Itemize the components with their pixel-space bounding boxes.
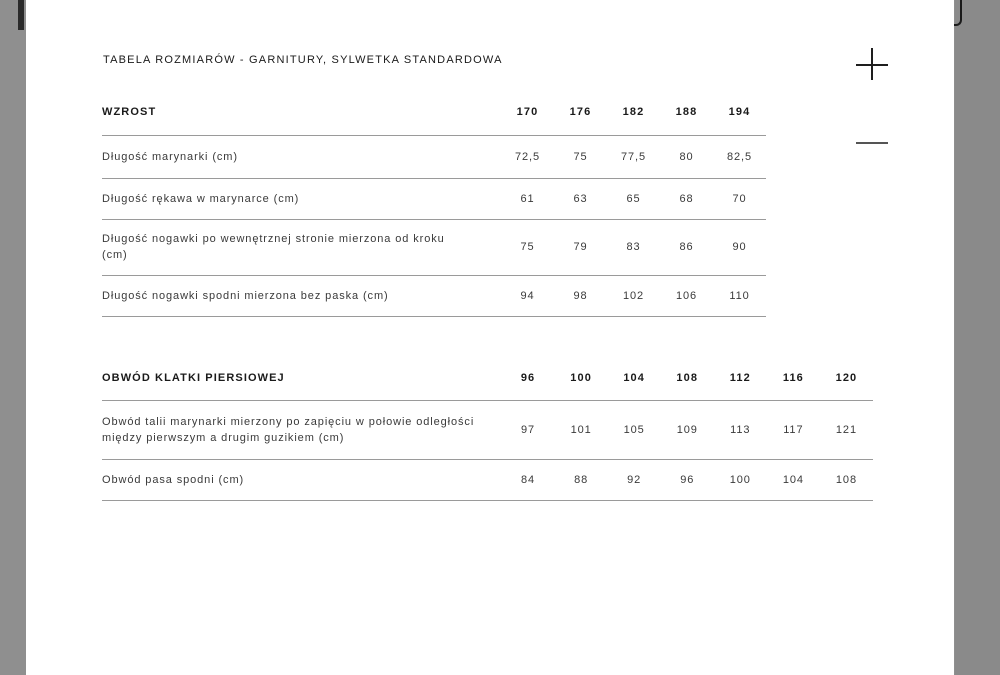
row-label: Długość rękawa w marynarce (cm) xyxy=(102,178,501,219)
table-row xyxy=(102,275,766,316)
table-cell: 80 xyxy=(660,135,713,178)
table-cell: 110 xyxy=(713,275,766,316)
table-cell: 83 xyxy=(607,219,660,275)
backdrop-left-mark xyxy=(18,0,24,30)
backdrop-right-edge xyxy=(955,0,1000,675)
table-cell: 104 xyxy=(767,459,820,500)
plus-icon[interactable] xyxy=(856,48,890,82)
row-label-line: między pierwszym a drugim guzikiem (cm) xyxy=(102,431,345,444)
row-label xyxy=(102,219,501,275)
row-label: Obwód pasa spodni (cm) xyxy=(102,459,502,500)
header-cell: 176 xyxy=(554,90,607,135)
table-cell: 94 xyxy=(501,275,554,316)
table-header-row xyxy=(102,357,873,400)
row-label xyxy=(102,400,502,459)
table-cell: 77,5 xyxy=(607,135,660,178)
table-cell: 61 xyxy=(501,178,554,219)
table-cell: 117 xyxy=(767,400,820,459)
table-cell: 105 xyxy=(608,400,661,459)
table-cell: 100 xyxy=(714,459,767,500)
table-cell: 92 xyxy=(608,459,661,500)
table-cell: 106 xyxy=(660,275,713,316)
table-cell: 97 xyxy=(502,400,555,459)
table-row xyxy=(102,400,873,459)
header-cell: 100 xyxy=(555,357,608,400)
table-cell: 65 xyxy=(607,178,660,219)
header-cell: 108 xyxy=(661,357,714,400)
table-cell: 68 xyxy=(660,178,713,219)
table-cell: 70 xyxy=(713,178,766,219)
table-row xyxy=(102,135,766,178)
table-cell: 88 xyxy=(555,459,608,500)
chest-size-table xyxy=(102,357,873,501)
table-cell: 72,5 xyxy=(501,135,554,178)
row-label-line: (cm) xyxy=(102,249,128,261)
height-size-table xyxy=(102,90,766,317)
size-chart-title: TABELA ROZMIARÓW - GARNITURY, SYLWETKA STANDARDOWA xyxy=(103,54,503,66)
header-cell: 170 xyxy=(501,90,554,135)
header-cell: 112 xyxy=(714,357,767,400)
table-cell: 96 xyxy=(661,459,714,500)
table-cell: 79 xyxy=(554,219,607,275)
table-cell: 63 xyxy=(554,178,607,219)
row-label: Długość nogawki spodni mierzona bez paska (cm) xyxy=(102,275,501,316)
table-row xyxy=(102,459,873,500)
table-header-row xyxy=(102,90,766,135)
table-cell: 109 xyxy=(661,400,714,459)
table-cell: 90 xyxy=(713,219,766,275)
table-cell: 102 xyxy=(607,275,660,316)
table-cell: 108 xyxy=(820,459,873,500)
table-cell: 98 xyxy=(554,275,607,316)
table-cell: 82,5 xyxy=(713,135,766,178)
table-cell: 113 xyxy=(714,400,767,459)
row-label-line: Obwód talii marynarki mierzony po zapięciu w połowie odległości xyxy=(102,415,475,428)
table-cell: 75 xyxy=(554,135,607,178)
minus-icon[interactable] xyxy=(856,126,890,160)
size-chart-modal xyxy=(26,0,954,675)
table-cell: 75 xyxy=(501,219,554,275)
table-cell: 121 xyxy=(820,400,873,459)
table-cell: 84 xyxy=(502,459,555,500)
row-label: Długość marynarki (cm) xyxy=(102,135,501,178)
table-row xyxy=(102,178,766,219)
header-cell: 120 xyxy=(820,357,873,400)
header-label-height: WZROST xyxy=(102,90,501,135)
header-cell: 96 xyxy=(502,357,555,400)
header-cell: 104 xyxy=(608,357,661,400)
header-cell: 194 xyxy=(713,90,766,135)
table-cell: 86 xyxy=(660,219,713,275)
header-label-chest: OBWÓD KLATKI PIERSIOWEJ xyxy=(102,357,502,400)
row-label-line: Długość nogawki po wewnętrznej stronie mierzona od kroku xyxy=(102,233,445,245)
table-cell: 101 xyxy=(555,400,608,459)
table-row xyxy=(102,219,766,275)
header-cell: 188 xyxy=(660,90,713,135)
header-cell: 182 xyxy=(607,90,660,135)
header-cell: 116 xyxy=(767,357,820,400)
